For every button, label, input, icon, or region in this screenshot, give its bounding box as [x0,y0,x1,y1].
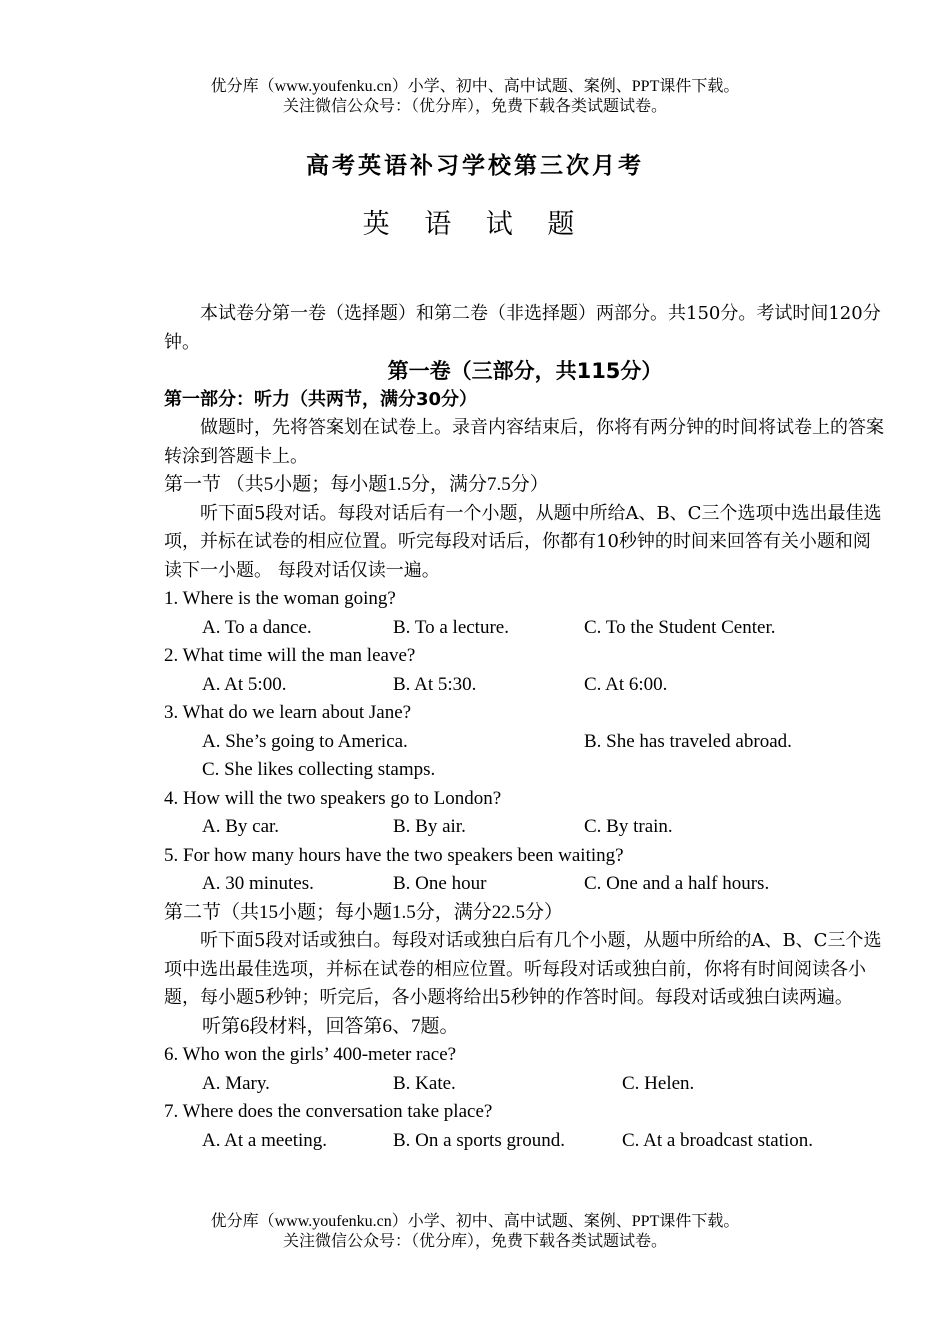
question-3-options-row1 [164,728,886,757]
option-c: C. To the Student Center. [584,616,776,638]
option-a: A. Mary. [202,1072,270,1094]
question-1-options [164,614,886,643]
option-a: A. 30 minutes. [202,873,314,894]
option-b: B. By air. [393,816,466,837]
volume1-heading: 第一卷（三部分，共115分） [387,359,663,383]
question-6-options [164,1070,886,1099]
part1-heading: 第一部分：听力（共两节，满分30分） [164,388,478,410]
question-1: 1. Where is the woman going? [164,588,396,609]
question-3: 3. What do we learn about Jane? [164,702,412,723]
option-a: A. At a meeting. [202,1129,328,1151]
exam-subtitle: 英 语 试 题 [362,209,588,240]
option-b: B. One hour [393,873,487,894]
part1-instructions: 做题时，先将答案划在试卷上。录音内容结束后，你将有两分钟的时间将试卷上的答案转涂到答题卡上。 [164,417,884,467]
section1-heading: 第一节 （共5小题；每小题1.5分，满分7.5分） [164,474,549,495]
question-3-options-row2 [164,756,886,785]
question-5: 5. For how many hours have the two speakers been waiting? [164,844,624,866]
option-a: A. At 5:00. [202,673,287,695]
question-2: 2. What time will the man leave? [164,645,416,666]
option-a: A. She’s going to America. [202,730,408,752]
footer-line-2: 关注微信公众号：（优分库），免费下载各类试题试卷。 [282,1233,667,1250]
option-c: C. She likes collecting stamps. [202,759,436,780]
exam-title: 高考英语补习学校第三次月考 [306,152,644,179]
question-4-options [164,813,886,842]
option-c: C. One and a half hours. [584,873,770,894]
intro-paragraph: 本试卷分第一卷（选择题）和第二卷（非选择题）两部分。共150分。考试时间120分钟。 [164,303,881,353]
option-b: B. On a sports ground. [393,1129,566,1151]
option-b: B. Kate. [393,1072,456,1094]
option-c: C. By train. [584,816,673,837]
option-c: C. Helen. [622,1072,695,1094]
question-5-options [164,870,886,899]
question-6: 6. Who won the girls’ 400-meter race? [164,1044,457,1065]
exam-body [164,300,886,1155]
section2-heading: 第二节（共15小题；每小题1.5分，满分22.5分） [164,901,564,923]
option-c: C. At 6:00. [584,673,668,695]
section2-instructions: 听下面5段对话或独白。每段对话或独白后有几个小题，从题中所给的A、B、C三个选项中选出最佳选项，并标在试卷的相应位置。听每段对话或独白前，你将有时间阅读各小题，每小题5秒钟；听完后，各小题将给出5秒钟的作答时间。每段对话或独白读两遍。 [164,930,882,1008]
option-a: A. By car. [202,816,280,837]
header-line-1: 优分库（www.youfenku.cn）小学、初中、高中试题、案例、PPT课件下载。 [210,78,740,95]
section1-instructions: 听下面5段对话。每段对话后有一个小题，从题中所给A、B、C三个选项中选出最佳选项，并标在试卷的相应位置。听完每段对话后，你都有10秒钟的时间来回答有关小题和阅读下一小题。 每段对话仅读一遍。 [164,502,882,581]
material-6-note: 听第6段材料，回答第6、7题。 [202,1015,459,1037]
option-c: C. At a broadcast station. [622,1129,814,1151]
option-b: B. At 5:30. [393,673,477,695]
question-4: 4. How will the two speakers go to London? [164,787,502,809]
question-7-options [164,1127,886,1156]
option-a: A. To a dance. [202,616,312,638]
footer-line-1: 优分库（www.youfenku.cn）小学、初中、高中试题、案例、PPT课件下载。 [210,1213,740,1230]
question-2-options [164,671,886,700]
option-b: B. To a lecture. [393,616,509,638]
question-7: 7. Where does the conversation take place? [164,1101,493,1122]
header-line-2: 关注微信公众号：（优分库），免费下载各类试题试卷。 [282,98,667,115]
option-b: B. She has traveled abroad. [584,730,792,752]
